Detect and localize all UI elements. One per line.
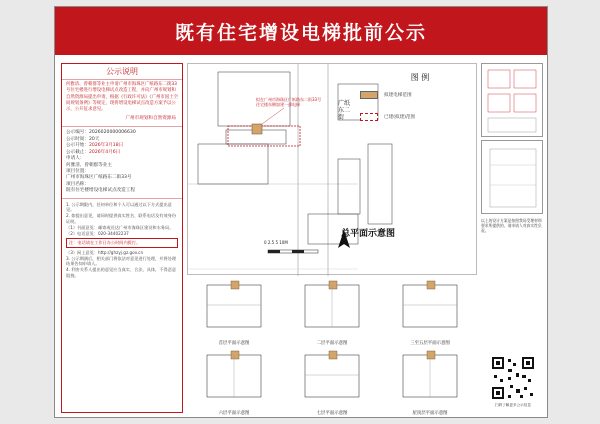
start-value: 2026年3月18日 xyxy=(88,143,124,149)
legend-title: 图 例 xyxy=(410,73,430,82)
note-3: （1）书面意见：邮寄或送达广州市海珠区建设和水务局。 xyxy=(66,224,174,230)
legend-item-boundary: 已建(拟建)范围 xyxy=(360,113,480,121)
start-label: 公示开始： xyxy=(66,143,89,149)
end-value: 2026年4月6日 xyxy=(88,149,121,155)
project-value: 既有住宅楼增设电梯试点改造工程 xyxy=(66,188,135,194)
floor-plan-4-caption: 六层平面示意图 xyxy=(218,411,250,416)
legend-swatch-boundary xyxy=(360,113,378,121)
notice-issuer: 广州市规划和自然资源局 xyxy=(125,116,176,122)
note-highlight: 注：电话请在工作日办公时间内拨打。 xyxy=(66,238,178,248)
legend xyxy=(360,72,480,135)
floor-plan-3 xyxy=(383,279,477,345)
page-title: 既有住宅增设电梯批前公示 xyxy=(55,7,547,55)
notice-info xyxy=(62,130,182,194)
floor-plan-3-caption: 三至五层平面示意图 xyxy=(410,341,450,346)
drawing-sheet-2 xyxy=(481,140,543,214)
location-value: 广州市海珠区广纸路东二街33号 xyxy=(66,175,132,181)
drawing-sheet-1 xyxy=(481,63,543,137)
notice-panel xyxy=(61,63,183,413)
applicant-value: 何雅清、曾朝群等业主 xyxy=(66,162,112,168)
project-label: 项目名称： xyxy=(66,181,89,187)
note-4: （2）电话意见：020-34402237 xyxy=(66,230,129,236)
location-label: 项目位置： xyxy=(66,168,89,174)
note-1: 1. 公示期限内，任何单位和个人可以通过以下方式提出意见。 xyxy=(66,201,172,213)
road-name: 广纸东二街 xyxy=(338,100,351,121)
qr-caption: 扫码了解更多公示信息 xyxy=(495,403,531,407)
floor-plan-6-caption: 屋顶层平面示意图 xyxy=(412,411,448,416)
applicant-label: 申请人： xyxy=(66,156,85,162)
note-2: 2. 如提出意见，请同时提供真实姓名、联系电话及有效身份证明。 xyxy=(66,213,177,224)
legend-item-elevator: 拟建电梯范围 xyxy=(360,91,480,99)
period-value: 20天 xyxy=(88,136,100,142)
note-7: 4. 利害关系人提出的意见应当真实、合法、具体，不得恶意阻挠。 xyxy=(66,267,177,279)
legend-swatch-elevator xyxy=(360,91,378,99)
qr-code[interactable] xyxy=(490,355,536,401)
floor-plan-2 xyxy=(285,279,379,345)
elevator-addition-mark xyxy=(252,124,262,134)
floor-plan-6 xyxy=(383,349,477,415)
serial-label: 公示编号： xyxy=(66,130,89,136)
serial-value: 2026020000006630 xyxy=(88,130,136,136)
period-label: 公示时间： xyxy=(66,136,89,142)
floor-plan-5-caption: 七层平面示意图 xyxy=(316,411,348,416)
note-6: 3. 公示期满后，相关部门将依法对意见进行处理，并将处理结果告知申请人。 xyxy=(66,255,177,267)
floor-plan-1-caption: 首层平面示意图 xyxy=(218,341,250,346)
right-note: 以上的设计方案是按照我局受理材料要求所提供的，请申请人对真实性负责。 xyxy=(481,218,542,233)
notice-board xyxy=(54,6,548,418)
notice-body: 何雅清、曾朝群等业主申请广州市海珠区广纸路东二街33号住宅楼进行增设电梯试点改造工程，并向广州市规划和自然资源局提出申请，根据《行政许可法》《广州市国土空间规划条例》等规定，现将增设电梯试点改造方案予以公示，公开征求意见。 xyxy=(66,82,178,113)
scale-label: 0 2.5 5 10M xyxy=(264,240,288,245)
site-plan-title: 总平面示意图 xyxy=(341,229,396,239)
floor-plan-5 xyxy=(285,349,379,415)
site-callout: 拟在广州市海珠区广纸路东二街33号住宅楼东侧加建一部电梯 xyxy=(256,97,322,107)
notice-heading: 公示说明 xyxy=(62,64,182,80)
end-label: 公示截止： xyxy=(66,149,89,155)
floor-plan-1 xyxy=(187,279,281,345)
floor-plan-4 xyxy=(187,349,281,415)
floor-plan-2-caption: 二层平面示意图 xyxy=(316,341,348,346)
floor-plans xyxy=(187,279,477,415)
note-5: （3）网上意见：http://ghzyj.gz.gov.cn xyxy=(66,249,144,255)
